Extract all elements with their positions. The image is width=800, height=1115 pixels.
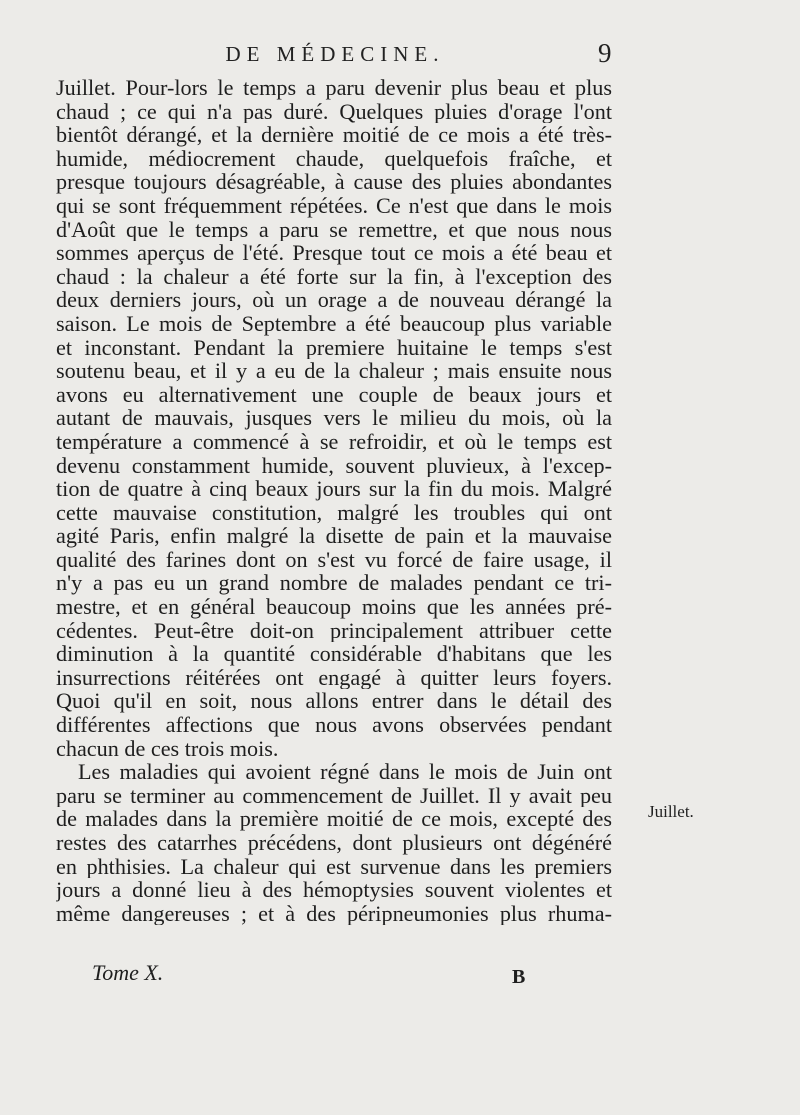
body-text xyxy=(56,76,612,925)
text-line: diminution à la quantité considérable d'habitans que les xyxy=(56,642,612,666)
text-line: cette mauvaise constitution, malgré les troubles qui ont xyxy=(56,500,612,525)
running-title: DE MÉDECINE. xyxy=(225,42,445,66)
text-line: chaud ; ce qui n'a pas duré. Quelques pluies d'orage l'ont xyxy=(56,99,612,124)
text-line: humide, médiocrement chaude, quelquefois fraîche, et xyxy=(56,146,612,171)
text-line: qualité des farines dont on s'est vu forcé de faire usage, il xyxy=(56,547,612,572)
text-line: Les maladies qui avoient régné dans le mois de Juin ont xyxy=(78,760,612,784)
text-line: de malades dans la première moitié de ce mois, excepté des xyxy=(56,807,612,831)
text-line: tion de quatre à cinq beaux jours sur la fin du mois. Malgré xyxy=(56,477,612,501)
text-line: soutenu beau, et il y a eu de la chaleur ; mais ensuite nous xyxy=(56,359,612,383)
text-line: cédentes. Peut-être doit-on principalement attribuer cette xyxy=(56,618,612,643)
text-line: deux derniers jours, où un orage a de nouveau dérangé la xyxy=(56,288,612,312)
text-line: en phthisies. La chaleur qui est survenue dans les premiers xyxy=(56,854,612,879)
text-line: jours a donné lieu à des hémoptysies souvent violentes et xyxy=(56,878,612,902)
text-line: chacun de ces trois mois. xyxy=(56,736,279,761)
text-line: presque toujours désagréable, à cause des pluies abondantes xyxy=(56,170,612,194)
text-line: avons eu alternativement une couple de beaux jours et xyxy=(56,382,612,407)
text-line: mestre, et en général beaucoup moins que les années pré- xyxy=(56,595,612,619)
text-line: même dangereuses ; et à des péripneumonies plus rhuma- xyxy=(56,901,612,926)
text-line: paru se terminer au commencement de Juillet. Il y avait peu xyxy=(56,783,612,808)
text-line: différentes affections que nous avons observées pendant xyxy=(56,713,612,737)
margin-note: Juillet. xyxy=(648,802,694,821)
text-line: Quoi qu'il en soit, nous allons entrer dans le détail des xyxy=(56,689,612,714)
text-line: n'y a pas eu un grand nombre de malades pendant ce tri- xyxy=(56,571,612,596)
text-line: saison. Le mois de Septembre a été beaucoup plus variable xyxy=(56,311,612,336)
text-line: chaud : la chaleur a été forte sur la fin, à l'exception des xyxy=(56,264,612,289)
signature-mark: B xyxy=(512,966,526,988)
text-line: Juillet. Pour-lors le temps a paru devenir plus beau et plus xyxy=(56,76,612,100)
text-line: insurrections réitérées ont engagé à quitter leurs foyers. xyxy=(56,665,612,690)
text-line: bientôt dérangé, et la dernière moitié de ce mois a été très- xyxy=(56,123,612,147)
volume-label: Tome X. xyxy=(92,960,164,985)
text-line: sommes aperçus de l'été. Presque tout ce mois a été beau et xyxy=(56,241,612,265)
text-line: devenu constamment humide, souvent pluvieux, à l'excep- xyxy=(56,453,612,478)
text-line: agité Paris, enfin malgré la disette de pain et la mauvaise xyxy=(56,524,612,548)
text-line: restes des catarrhes précédens, dont plusieurs ont dégénéré xyxy=(56,831,612,855)
text-line: qui se sont fréquemment répétées. Ce n'est que dans le mois xyxy=(56,193,612,218)
text-line: d'Août que le temps a paru se remettre, et que nous nous xyxy=(56,217,612,242)
text-line: température a commencé à se refroidir, et où le temps est xyxy=(56,429,612,454)
text-line: autant de mauvais, jusques vers le milieu du mois, où la xyxy=(56,406,612,430)
text-line: et inconstant. Pendant la premiere huitaine le temps s'est xyxy=(56,335,612,360)
page-number: 9 xyxy=(598,38,612,68)
